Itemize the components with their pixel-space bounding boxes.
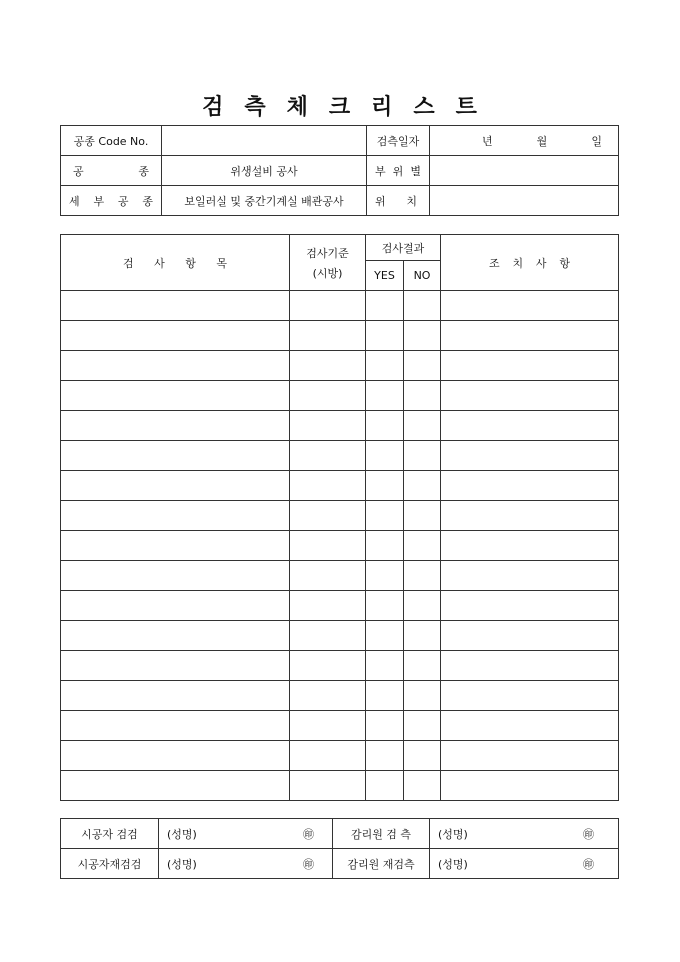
action-cell[interactable] bbox=[441, 471, 619, 501]
no-header: NO bbox=[404, 261, 441, 291]
yes-cell[interactable] bbox=[366, 291, 404, 321]
label-char: 종 bbox=[138, 164, 149, 178]
page-title bbox=[0, 90, 680, 121]
no-cell[interactable] bbox=[404, 591, 441, 621]
standard-cell[interactable] bbox=[290, 381, 366, 411]
supervisor-inspect-sign-field[interactable] bbox=[430, 819, 619, 849]
header-char: 항 bbox=[559, 256, 571, 270]
no-cell[interactable] bbox=[404, 471, 441, 501]
standard-cell[interactable] bbox=[290, 591, 366, 621]
seal-icon: ㊞ bbox=[303, 827, 314, 841]
item-cell[interactable] bbox=[61, 531, 290, 561]
standard-cell[interactable] bbox=[290, 741, 366, 771]
info-table bbox=[60, 125, 619, 216]
table-row bbox=[61, 471, 619, 501]
item-cell[interactable] bbox=[61, 321, 290, 351]
table-row bbox=[61, 291, 619, 321]
label-char: 세 bbox=[69, 194, 80, 208]
item-header bbox=[61, 235, 290, 291]
action-cell[interactable] bbox=[441, 741, 619, 771]
label-char: 위 bbox=[392, 164, 404, 178]
name-placeholder: (성명) bbox=[438, 857, 468, 871]
yes-cell[interactable] bbox=[366, 381, 404, 411]
label-char: 부 bbox=[375, 164, 386, 178]
yes-cell[interactable] bbox=[366, 411, 404, 441]
action-cell[interactable] bbox=[441, 651, 619, 681]
no-cell[interactable] bbox=[404, 531, 441, 561]
label-char: 부 bbox=[93, 194, 105, 208]
title-char: 측 bbox=[244, 94, 267, 120]
seal-icon: ㊞ bbox=[583, 857, 594, 871]
label-char: 종 bbox=[142, 194, 153, 208]
no-cell[interactable] bbox=[404, 561, 441, 591]
header-char: 조 bbox=[489, 256, 500, 270]
label-char: 치 bbox=[406, 194, 417, 208]
supervisor-inspect-label: 감리원 검 측 bbox=[333, 819, 430, 849]
yes-cell[interactable] bbox=[366, 561, 404, 591]
standard-cell[interactable] bbox=[290, 711, 366, 741]
item-cell[interactable] bbox=[61, 291, 290, 321]
table-row bbox=[61, 501, 619, 531]
date-label: 검측일자 bbox=[367, 126, 430, 156]
day-unit: 일 bbox=[591, 134, 602, 148]
standard-cell[interactable] bbox=[290, 291, 366, 321]
table-row bbox=[61, 321, 619, 351]
table-row bbox=[61, 351, 619, 381]
yes-cell[interactable] bbox=[366, 351, 404, 381]
no-cell[interactable] bbox=[404, 321, 441, 351]
month-unit: 월 bbox=[536, 134, 548, 148]
no-cell[interactable] bbox=[404, 681, 441, 711]
result-header: 검사결과 bbox=[366, 235, 441, 261]
table-row bbox=[61, 681, 619, 711]
standard-header-line2: (시방) bbox=[312, 266, 343, 280]
action-cell[interactable] bbox=[441, 291, 619, 321]
standard-cell[interactable] bbox=[290, 321, 366, 351]
table-row bbox=[61, 531, 619, 561]
table-row bbox=[61, 711, 619, 741]
contractor-reinspect-label: 시공자재검검 bbox=[61, 849, 159, 879]
yes-cell[interactable] bbox=[366, 591, 404, 621]
label-char: 위 bbox=[375, 194, 386, 208]
table-row bbox=[61, 381, 619, 411]
yes-cell[interactable] bbox=[366, 681, 404, 711]
code-label: 공종 Code No. bbox=[61, 126, 162, 156]
standard-cell[interactable] bbox=[290, 441, 366, 471]
action-cell[interactable] bbox=[441, 711, 619, 741]
no-cell[interactable] bbox=[404, 411, 441, 441]
standard-header-line1: 검사기준 bbox=[306, 246, 349, 260]
location-value-field[interactable] bbox=[430, 186, 619, 216]
item-cell[interactable] bbox=[61, 441, 290, 471]
action-cell[interactable] bbox=[441, 321, 619, 351]
yes-cell[interactable] bbox=[366, 501, 404, 531]
label-char: 별 bbox=[410, 164, 421, 178]
standard-cell[interactable] bbox=[290, 411, 366, 441]
standard-cell[interactable] bbox=[290, 531, 366, 561]
supervisor-reinspect-label: 감리원 재검측 bbox=[333, 849, 430, 879]
header-char: 치 bbox=[512, 256, 524, 270]
no-cell[interactable] bbox=[404, 291, 441, 321]
action-header bbox=[441, 235, 619, 291]
action-cell[interactable] bbox=[441, 501, 619, 531]
item-cell[interactable] bbox=[61, 471, 290, 501]
contractor-inspect-sign-field[interactable] bbox=[159, 819, 333, 849]
no-cell[interactable] bbox=[404, 501, 441, 531]
seal-icon: ㊞ bbox=[583, 827, 594, 841]
table-row bbox=[61, 771, 619, 801]
date-field[interactable] bbox=[430, 126, 619, 156]
header-char: 사 bbox=[154, 256, 165, 270]
yes-cell[interactable] bbox=[366, 471, 404, 501]
header-char: 사 bbox=[535, 256, 547, 270]
name-placeholder: (성명) bbox=[167, 827, 197, 841]
no-cell[interactable] bbox=[404, 651, 441, 681]
year-unit: 년 bbox=[482, 134, 493, 148]
part-value-field[interactable] bbox=[430, 156, 619, 186]
contractor-reinspect-sign-field[interactable] bbox=[159, 849, 333, 879]
item-cell[interactable] bbox=[61, 591, 290, 621]
label-char: 공 bbox=[117, 194, 129, 208]
title-char: 체 bbox=[286, 94, 309, 120]
action-cell[interactable] bbox=[441, 381, 619, 411]
action-cell[interactable] bbox=[441, 591, 619, 621]
seal-icon: ㊞ bbox=[303, 857, 314, 871]
title-char: 검 bbox=[202, 94, 225, 120]
part-label bbox=[367, 156, 430, 186]
table-row bbox=[61, 441, 619, 471]
yes-cell[interactable] bbox=[366, 651, 404, 681]
standard-cell[interactable] bbox=[290, 621, 366, 651]
no-cell[interactable] bbox=[404, 771, 441, 801]
header-char: 목 bbox=[216, 256, 227, 270]
table-row bbox=[61, 591, 619, 621]
standard-cell[interactable] bbox=[290, 561, 366, 591]
yes-cell[interactable] bbox=[366, 741, 404, 771]
table-row bbox=[61, 411, 619, 441]
action-cell[interactable] bbox=[441, 441, 619, 471]
detail-label bbox=[61, 186, 162, 216]
item-cell[interactable] bbox=[61, 771, 290, 801]
yes-cell[interactable] bbox=[366, 441, 404, 471]
standard-cell[interactable] bbox=[290, 681, 366, 711]
item-cell[interactable] bbox=[61, 711, 290, 741]
supervisor-reinspect-sign-field[interactable] bbox=[430, 849, 619, 879]
standard-cell[interactable] bbox=[290, 651, 366, 681]
code-value-field[interactable] bbox=[162, 126, 367, 156]
item-cell[interactable] bbox=[61, 411, 290, 441]
yes-cell[interactable] bbox=[366, 771, 404, 801]
yes-cell[interactable] bbox=[366, 621, 404, 651]
table-row bbox=[61, 741, 619, 771]
item-cell[interactable] bbox=[61, 741, 290, 771]
action-cell[interactable] bbox=[441, 771, 619, 801]
action-cell[interactable] bbox=[441, 561, 619, 591]
no-cell[interactable] bbox=[404, 741, 441, 771]
standard-cell[interactable] bbox=[290, 771, 366, 801]
inspection-table bbox=[60, 234, 619, 801]
no-cell[interactable] bbox=[404, 621, 441, 651]
item-cell[interactable] bbox=[61, 381, 290, 411]
standard-cell[interactable] bbox=[290, 471, 366, 501]
yes-header: YES bbox=[366, 261, 404, 291]
contractor-inspect-label: 시공자 검검 bbox=[61, 819, 159, 849]
location-label bbox=[367, 186, 430, 216]
title-char: 리 bbox=[371, 94, 394, 120]
title-char: 스 bbox=[413, 94, 436, 120]
name-placeholder: (성명) bbox=[438, 827, 468, 841]
item-cell[interactable] bbox=[61, 681, 290, 711]
work-type-value[interactable]: 위생설비 공사 bbox=[162, 156, 367, 186]
standard-cell[interactable] bbox=[290, 501, 366, 531]
yes-cell[interactable] bbox=[366, 321, 404, 351]
item-cell[interactable] bbox=[61, 351, 290, 381]
title-char: 트 bbox=[455, 94, 478, 120]
action-cell[interactable] bbox=[441, 411, 619, 441]
item-cell[interactable] bbox=[61, 561, 290, 591]
name-placeholder: (성명) bbox=[167, 857, 197, 871]
detail-value[interactable]: 보일러실 및 중간기계실 배관공사 bbox=[162, 186, 367, 216]
standard-cell[interactable] bbox=[290, 351, 366, 381]
header-char: 항 bbox=[185, 256, 196, 270]
standard-header bbox=[290, 235, 366, 291]
action-cell[interactable] bbox=[441, 621, 619, 651]
no-cell[interactable] bbox=[404, 441, 441, 471]
action-cell[interactable] bbox=[441, 531, 619, 561]
item-cell[interactable] bbox=[61, 501, 290, 531]
work-type-label bbox=[61, 156, 162, 186]
item-cell[interactable] bbox=[61, 621, 290, 651]
title-char: 크 bbox=[328, 94, 352, 120]
yes-cell[interactable] bbox=[366, 711, 404, 741]
label-char: 공 bbox=[73, 164, 84, 178]
table-row bbox=[61, 621, 619, 651]
signature-table bbox=[60, 818, 619, 879]
item-cell[interactable] bbox=[61, 651, 290, 681]
header-char: 검 bbox=[123, 256, 134, 270]
table-row bbox=[61, 561, 619, 591]
action-cell[interactable] bbox=[441, 681, 619, 711]
action-cell[interactable] bbox=[441, 351, 619, 381]
no-cell[interactable] bbox=[404, 711, 441, 741]
table-row bbox=[61, 651, 619, 681]
no-cell[interactable] bbox=[404, 381, 441, 411]
yes-cell[interactable] bbox=[366, 531, 404, 561]
no-cell[interactable] bbox=[404, 351, 441, 381]
